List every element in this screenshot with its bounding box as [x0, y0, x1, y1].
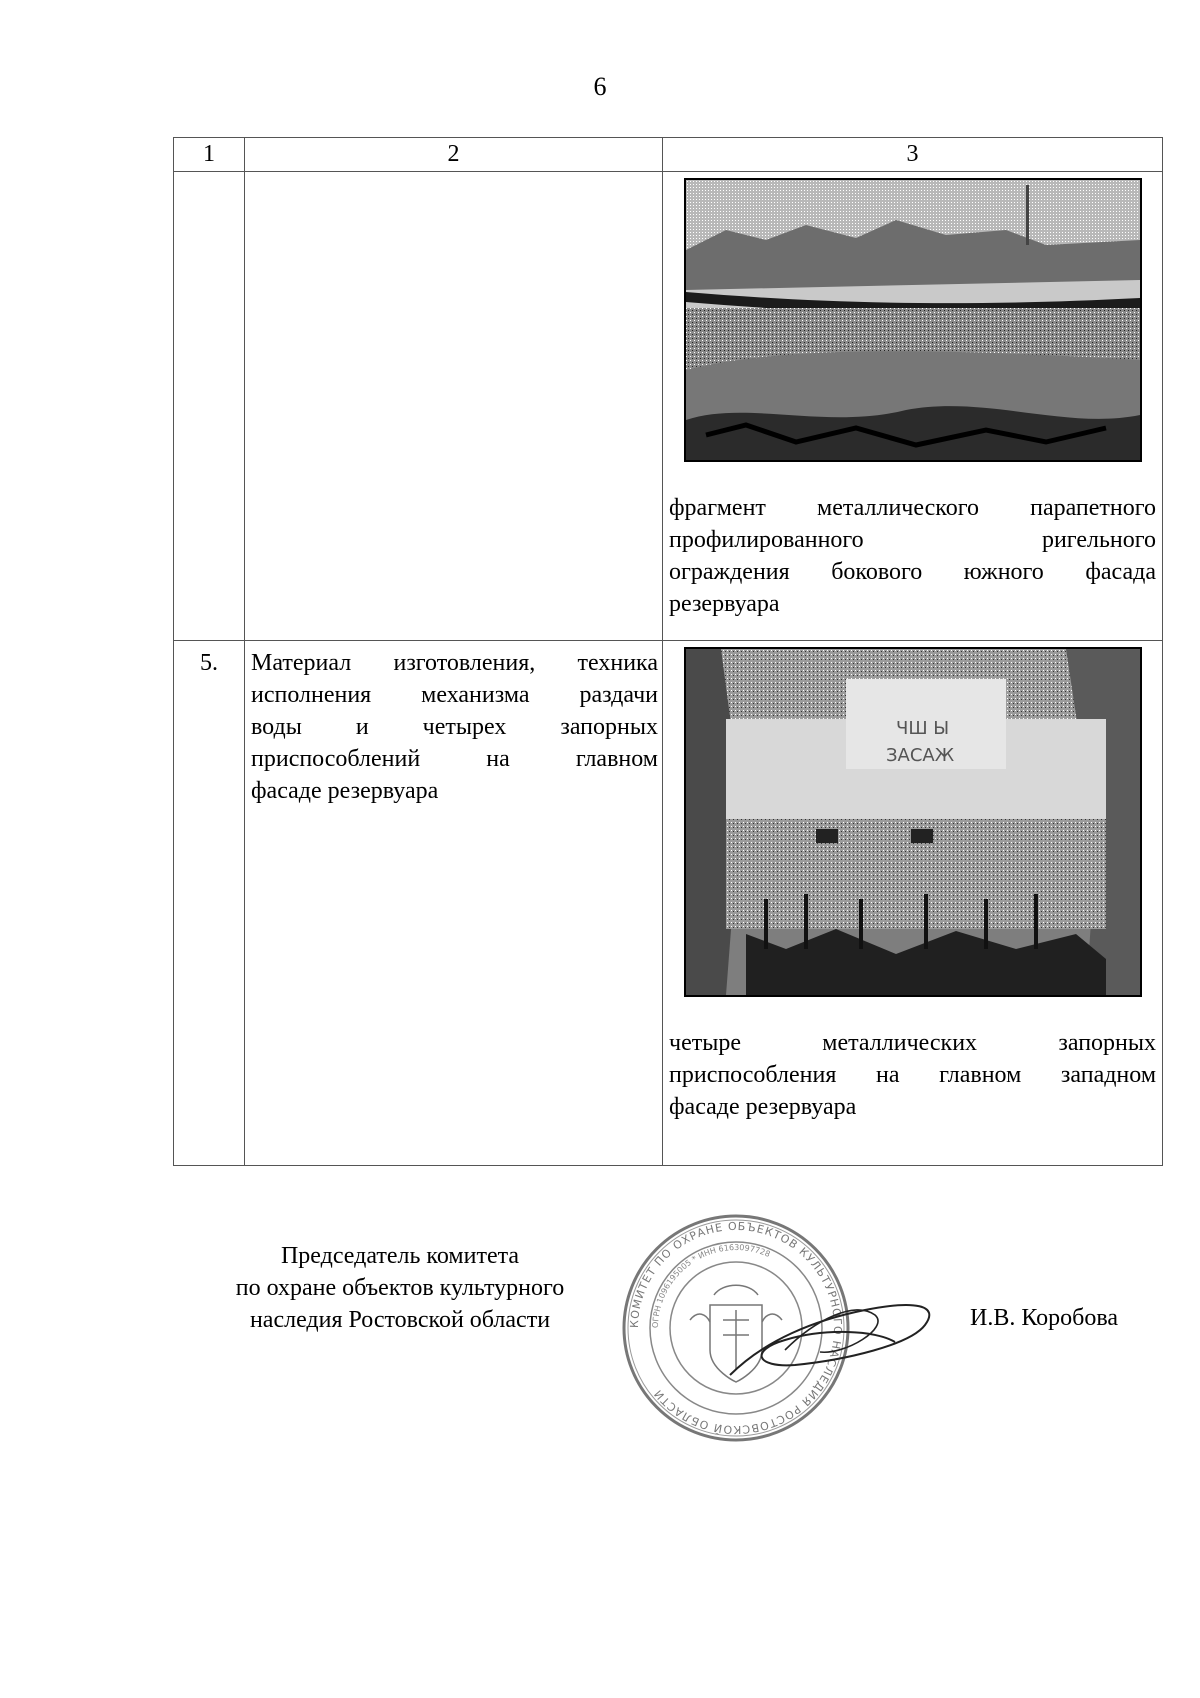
table-row	[174, 641, 1163, 1166]
svg-text:ЧШ Ы: ЧШ Ы	[896, 718, 950, 739]
svg-text:ОГРН 1096195005 * ИНН 61630977: ОГРН 1096195005 * ИНН 6163097728	[650, 1242, 772, 1329]
description-line: исполнения механизма раздачи	[251, 682, 658, 708]
objects-table	[173, 137, 1163, 1166]
signatory-title-line: наследия Ростовской области	[249, 1307, 551, 1333]
description-line: фасаде резервуара	[251, 778, 439, 804]
signatory-title-line: по охране объектов культурного	[235, 1275, 565, 1301]
caption-line: приспособления на главном западном	[669, 1062, 1156, 1088]
caption-line: резервуара	[669, 591, 780, 617]
row-illustration-cell	[663, 172, 1163, 641]
row-description	[245, 172, 663, 641]
photo-caption	[669, 1027, 1156, 1123]
header-col-1: 1	[174, 138, 245, 172]
table-row	[174, 172, 1163, 641]
description-line: Материал изготовления, техника	[251, 650, 658, 676]
handwritten-signature	[725, 1280, 945, 1390]
caption-line: фрагмент металлического парапетного	[669, 495, 1156, 521]
signatory-name: И.В. Коробова	[970, 1305, 1119, 1331]
caption-line: фасаде резервуара	[669, 1094, 857, 1120]
svg-text:ЗАСАЖ: ЗАСАЖ	[886, 745, 955, 766]
header-col-2: 2	[245, 138, 663, 172]
row-illustration-cell	[663, 641, 1163, 1166]
header-col-3: 3	[663, 138, 1163, 172]
svg-text:КОМИТЕТ ПО ОХРАНЕ ОБЪЕКТОВ КУЛ: КОМИТЕТ ПО ОХРАНЕ ОБЪЕКТОВ КУЛЬТУРНОГО НАСЛЕДИЯ РОСТОВСКОЙ ОБЛАСТИ	[627, 1219, 845, 1437]
photo-caption	[669, 492, 1156, 620]
page-number: 6	[593, 72, 607, 101]
water-distribution-mechanism-photo	[684, 647, 1142, 997]
description-line: воды и четырех запорных	[251, 714, 658, 740]
metal-parapet-fence-photo	[684, 178, 1142, 462]
row-number: 5.	[174, 641, 245, 1166]
table-header-row	[174, 138, 1163, 172]
row-number	[174, 172, 245, 641]
description-line: приспособлений на главном	[251, 746, 658, 772]
caption-line: профилированного ригельного	[669, 527, 1156, 553]
caption-line: четыре металлических запорных	[669, 1030, 1156, 1056]
signatory-title	[180, 1240, 620, 1336]
signature-block	[0, 1219, 1200, 1470]
caption-line: ограждения бокового южного фасада	[669, 559, 1156, 585]
signatory-title-line: Председатель комитета	[280, 1243, 520, 1269]
row-description	[245, 641, 663, 1166]
